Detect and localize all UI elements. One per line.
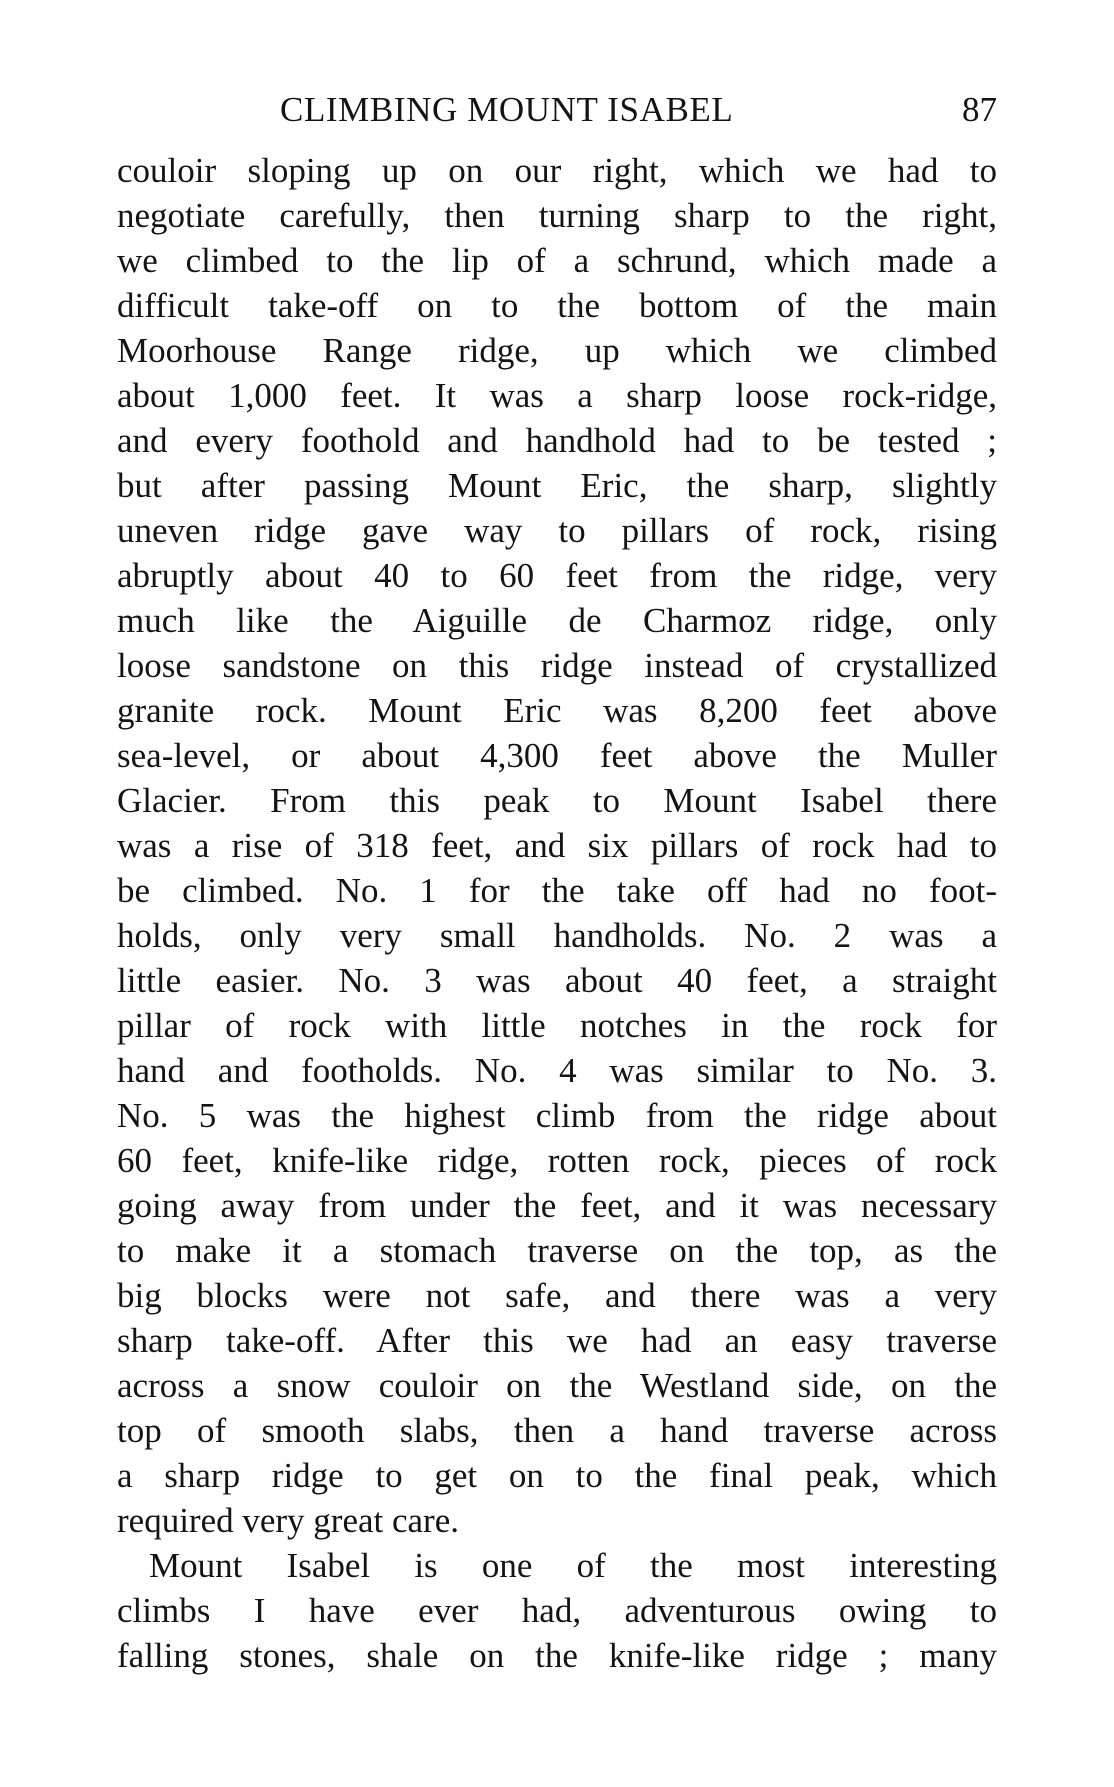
text-line: big blocks were not safe, and there was a very bbox=[117, 1276, 997, 1315]
text-line: uneven ridge gave way to pillars of rock, rising bbox=[117, 511, 997, 550]
text-line: to make it a stomach traverse on the top, as the bbox=[117, 1231, 997, 1270]
text-line: across a snow couloir on the Westland side, on the bbox=[117, 1366, 997, 1405]
paragraph-start-line: Mount Isabel is one of the most interesting bbox=[149, 1546, 997, 1585]
text-line: little easier. No. 3 was about 40 feet, a straight bbox=[117, 961, 997, 1000]
text-line: loose sandstone on this ridge instead of crystallized bbox=[117, 646, 997, 685]
text-line: about 1,000 feet. It was a sharp loose rock-ridge, bbox=[117, 376, 997, 415]
body-text bbox=[117, 148, 997, 1678]
text-line: going away from under the feet, and it was necessary bbox=[117, 1186, 997, 1225]
text-line: hand and footholds. No. 4 was similar to No. 3. bbox=[117, 1051, 997, 1090]
text-line: falling stones, shale on the knife-like ridge ; many bbox=[117, 1636, 997, 1675]
page-number: 87 bbox=[962, 90, 997, 129]
text-line: negotiate carefully, then turning sharp to the right, bbox=[117, 196, 997, 235]
text-line: much like the Aiguille de Charmoz ridge, only bbox=[117, 601, 997, 640]
text-line: couloir sloping up on our right, which we had to bbox=[117, 151, 997, 190]
text-line: was a rise of 318 feet, and six pillars of rock had to bbox=[117, 826, 997, 865]
text-line: Moorhouse Range ridge, up which we climbed bbox=[117, 331, 997, 370]
text-line: sharp take-off. After this we had an easy traverse bbox=[117, 1321, 997, 1360]
text-line: climbs I have ever had, adventurous owing to bbox=[117, 1591, 997, 1630]
text-line: 60 feet, knife-like ridge, rotten rock, pieces of rock bbox=[117, 1141, 997, 1180]
text-line: holds, only very small handholds. No. 2 was a bbox=[117, 916, 997, 955]
text-line: abruptly about 40 to 60 feet from the ridge, very bbox=[117, 556, 997, 595]
text-line: be climbed. No. 1 for the take off had no foot- bbox=[117, 871, 997, 910]
text-line: Glacier. From this peak to Mount Isabel there bbox=[117, 781, 997, 820]
text-line: granite rock. Mount Eric was 8,200 feet above bbox=[117, 691, 997, 730]
running-title: CLIMBING MOUNT ISABEL bbox=[280, 90, 734, 129]
paragraph-end-line: required very great care. bbox=[117, 1501, 460, 1540]
text-line: we climbed to the lip of a schrund, which made a bbox=[117, 241, 997, 280]
text-line: top of smooth slabs, then a hand traverse across bbox=[117, 1411, 997, 1450]
running-head bbox=[117, 85, 997, 135]
text-line: pillar of rock with little notches in the rock for bbox=[117, 1006, 997, 1045]
text-line: difficult take-off on to the bottom of the main bbox=[117, 286, 997, 325]
text-line: but after passing Mount Eric, the sharp, slightly bbox=[117, 466, 997, 505]
text-line: No. 5 was the highest climb from the ridge about bbox=[117, 1096, 997, 1135]
text-line: sea-level, or about 4,300 feet above the Muller bbox=[117, 736, 997, 775]
text-line: and every foothold and handhold had to be tested ; bbox=[117, 421, 997, 460]
text-line: a sharp ridge to get on to the final peak, which bbox=[117, 1456, 997, 1495]
